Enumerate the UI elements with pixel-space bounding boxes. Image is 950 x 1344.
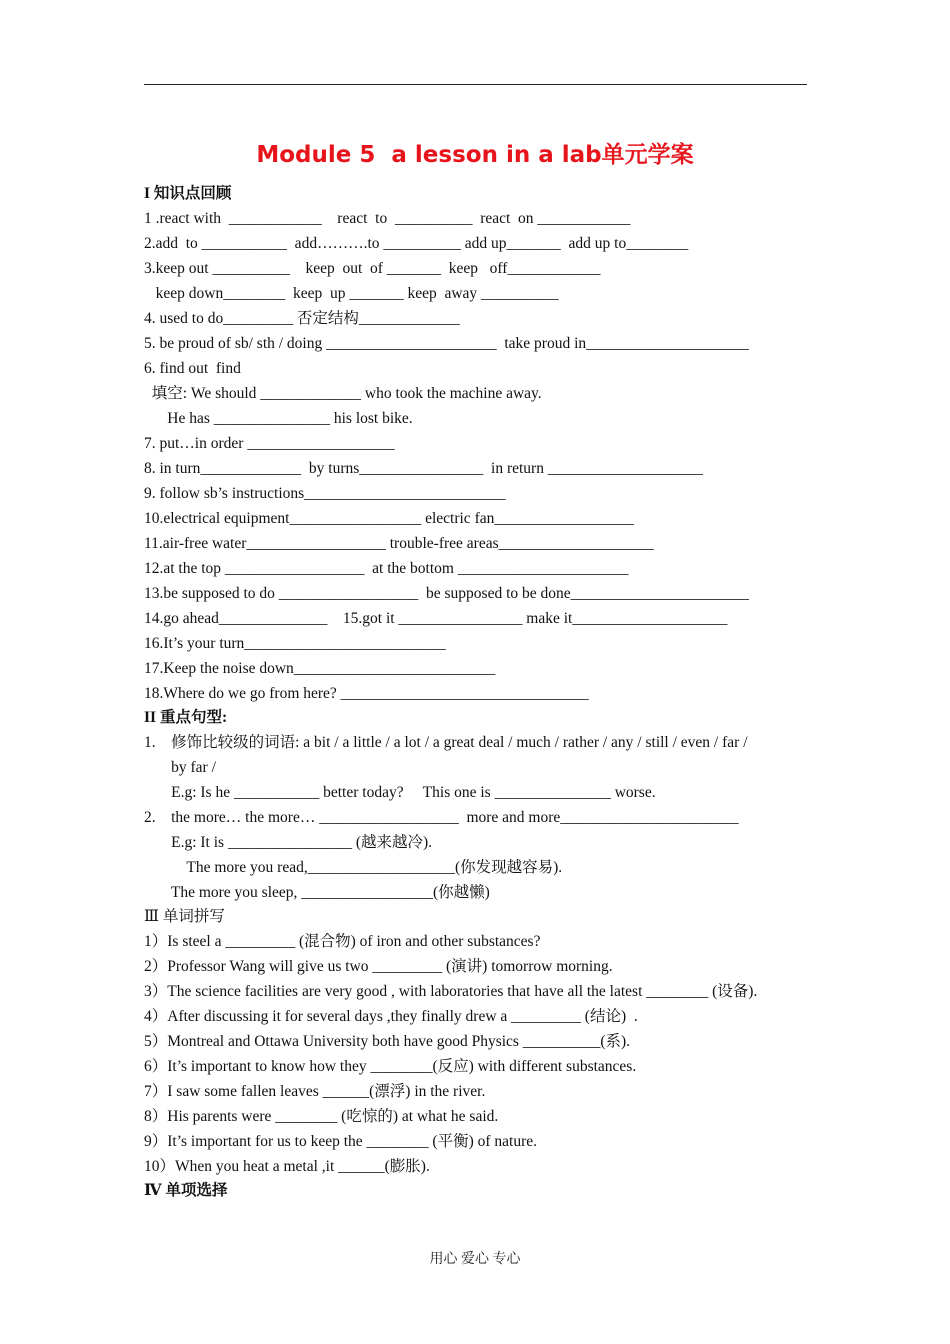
section-heading-1: I 知识点回顾 xyxy=(144,185,232,202)
text-line: 17.Keep the noise down__________________________ xyxy=(144,660,496,677)
text-line: 1）Is steel a _________ (混合物) of iron and other substances? xyxy=(144,933,541,950)
text-line: 8）His parents were ________ (吃惊的) at what he said. xyxy=(144,1108,499,1125)
text-line: 16.It’s your turn__________________________ xyxy=(144,635,446,652)
text-line: 12.at the top __________________ at the bottom ______________________ xyxy=(144,560,629,577)
text-line: 3.keep out __________ keep out of _______ keep off____________ xyxy=(144,260,601,277)
text-line: 3）The science facilities are very good , with laboratories that have all the latest ________ (设备). xyxy=(144,983,758,1000)
text-line: 1 .react with ____________ react to __________ react on ____________ xyxy=(144,210,631,227)
text-line: 4. used to do_________ 否定结构_____________ xyxy=(144,310,460,327)
text-line: 9）It’s important for us to keep the ________ (平衡) of nature. xyxy=(144,1133,538,1150)
text-line: The more you read,___________________(你发现越容易). xyxy=(144,859,563,876)
text-line: 6. find out find xyxy=(144,360,241,377)
text-line: 10.electrical equipment_________________ electric fan__________________ xyxy=(144,510,634,527)
text-line: 1. 修饰比较级的词语: a bit / a little / a lot / a great deal / much / rather / any / still / even / far / xyxy=(144,734,748,751)
page-title: Module 5 a lesson in a lab单元学案 xyxy=(256,142,694,168)
text-line: 2. the more… the more… __________________ more and more_______________________ xyxy=(144,809,739,826)
text-line: 填空: We should _____________ who took the machine away. xyxy=(144,385,542,402)
page-footer: 用心 爱心 专心 xyxy=(429,1252,521,1267)
text-line: 2.add to ___________ add……….to __________ add up_______ add up to________ xyxy=(144,235,689,252)
section-heading-2: II 重点句型: xyxy=(144,709,228,726)
text-line: He has _______________ his lost bike. xyxy=(144,410,413,427)
text-line: 4）After discussing it for several days ,they finally drew a _________ (结论) . xyxy=(144,1008,638,1025)
text-line: 7）I saw some fallen leaves ______(漂浮) in the river. xyxy=(144,1083,486,1100)
text-line: 11.air-free water__________________ trouble-free areas____________________ xyxy=(144,535,654,552)
text-line: 9. follow sb’s instructions__________________________ xyxy=(144,485,506,502)
text-line: E.g: Is he ___________ better today? This one is _______________ worse. xyxy=(144,784,656,801)
text-line: 2）Professor Wang will give us two _________ (演讲) tomorrow morning. xyxy=(144,958,613,975)
section-heading-4: Ⅳ 单项选择 xyxy=(144,1182,228,1199)
section-heading-3: Ⅲ 单词拼写 xyxy=(144,908,225,925)
text-line: E.g: It is ________________ (越来越冷). xyxy=(144,834,433,851)
text-line: keep down________ keep up _______ keep away __________ xyxy=(144,285,559,302)
text-line: 7. put…in order ___________________ xyxy=(144,435,395,452)
text-line: 6）It’s important to know how they ________(反应) with different substances. xyxy=(144,1058,637,1075)
text-line: 5）Montreal and Ottawa University both have good Physics __________(系). xyxy=(144,1033,631,1050)
text-line: 14.go ahead______________ 15.got it ________________ make it____________________ xyxy=(144,610,728,627)
text-line: 13.be supposed to do __________________ be supposed to be done_______________________ xyxy=(144,585,749,602)
text-line: The more you sleep, _________________(你越懒) xyxy=(144,884,490,901)
text-line: 8. in turn_____________ by turns________________ in return ____________________ xyxy=(144,460,703,477)
text-line: 18.Where do we go from here? ________________________________ xyxy=(144,685,589,702)
header-rule xyxy=(144,84,807,85)
text-line: 5. be proud of sb/ sth / doing ______________________ take proud in_____________________ xyxy=(144,335,749,352)
text-line: by far / xyxy=(144,759,216,776)
text-line: 10）When you heat a metal ,it ______(膨胀). xyxy=(144,1158,430,1175)
